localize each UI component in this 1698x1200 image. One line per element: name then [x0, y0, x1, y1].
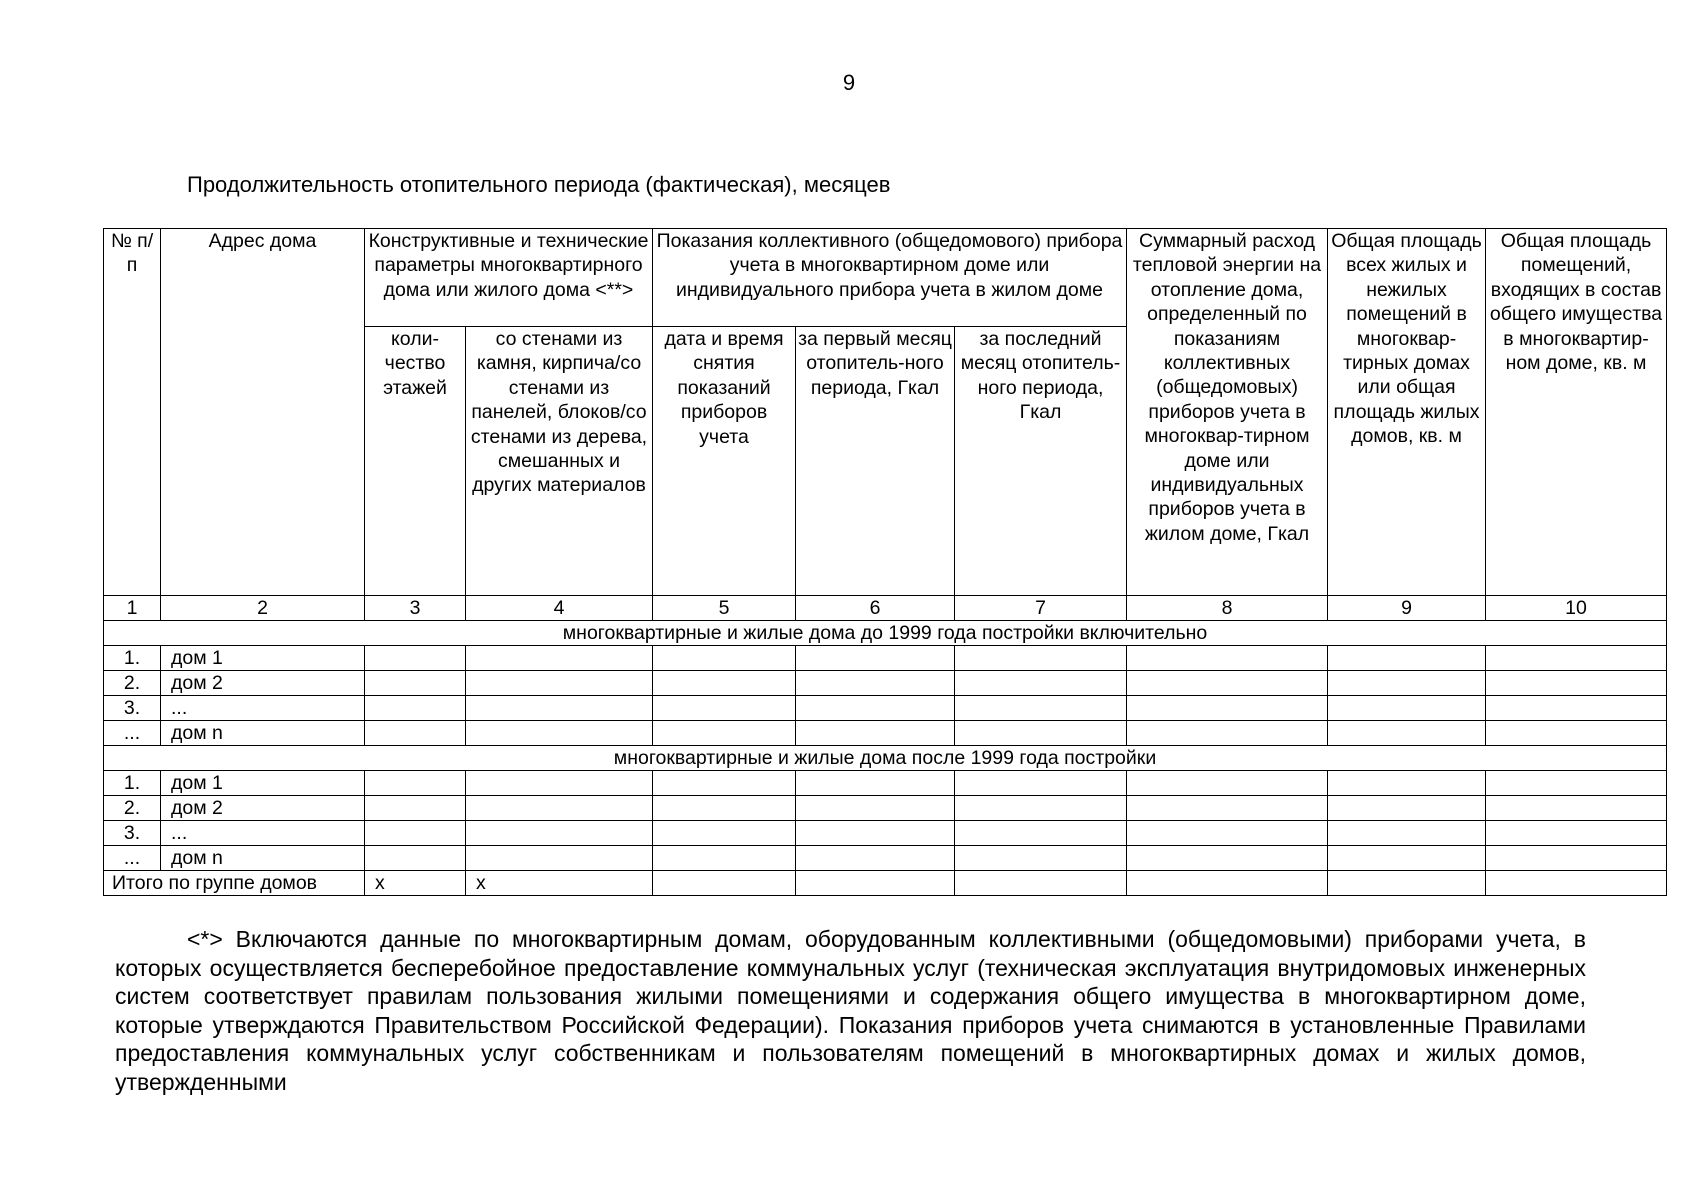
table-cell — [365, 796, 466, 821]
table-cell — [1328, 871, 1486, 896]
table-cell — [1127, 821, 1328, 846]
table-cell — [365, 696, 466, 721]
table-cell — [1127, 846, 1328, 871]
row-index: 3. — [104, 696, 161, 721]
table-cell — [466, 796, 653, 821]
table-cell — [955, 846, 1127, 871]
table-cell — [653, 796, 796, 821]
table-cell — [1328, 671, 1486, 696]
header-col-3: коли-чество этажей — [365, 327, 466, 596]
table-cell — [796, 821, 955, 846]
table-cell — [1486, 721, 1667, 746]
total-row — [104, 871, 1667, 896]
table-cell — [1127, 646, 1328, 671]
row-index: 2. — [104, 796, 161, 821]
header-group-construct: Конструктивные и технические параметры многоквартирного дома или жилого дома <**> — [365, 229, 653, 327]
table-row — [104, 646, 1667, 671]
column-number: 9 — [1328, 596, 1486, 621]
header-group-readings: Показания коллективного (общедомового) прибора учета в многоквартирном доме или индивидуального прибора учета в жилом доме — [653, 229, 1127, 327]
row-address: дом 2 — [161, 796, 365, 821]
table-cell — [1328, 646, 1486, 671]
row-index: 1. — [104, 771, 161, 796]
table-cell — [1127, 671, 1328, 696]
group-title-row — [104, 746, 1667, 771]
table-cell — [1328, 821, 1486, 846]
table-cell — [1328, 846, 1486, 871]
header-col-6: за первый месяц отопитель-ного периода, Гкал — [796, 327, 955, 596]
column-number: 1 — [104, 596, 161, 621]
header-col-5: дата и время снятия показаний приборов учета — [653, 327, 796, 596]
header-col-7: за последний месяц отопитель-ного периода, Гкал — [955, 327, 1127, 596]
row-address: ... — [161, 821, 365, 846]
heating-period-heading: Продолжительность отопительного периода (фактическая), месяцев — [187, 172, 891, 197]
table-cell — [1486, 821, 1667, 846]
table-cell — [365, 846, 466, 871]
table-cell — [466, 846, 653, 871]
table-cell — [1328, 696, 1486, 721]
table-cell — [955, 821, 1127, 846]
table-cell — [365, 771, 466, 796]
row-address: дом 1 — [161, 646, 365, 671]
table-cell — [1328, 721, 1486, 746]
total-walls-x: х — [466, 871, 653, 896]
column-number: 5 — [653, 596, 796, 621]
table-cell — [466, 696, 653, 721]
table-cell — [955, 871, 1127, 896]
table-cell — [365, 821, 466, 846]
table-cell — [653, 696, 796, 721]
header-col-4: со стенами из камня, кирпича/со стенами из панелей, блоков/со стенами из дерева, смешанных и других материалов — [466, 327, 653, 596]
row-address: дом n — [161, 846, 365, 871]
total-label: Итого по группе домов — [104, 871, 365, 896]
table-cell — [653, 871, 796, 896]
table-cell — [796, 846, 955, 871]
table-cell — [1127, 721, 1328, 746]
column-number: 4 — [466, 596, 653, 621]
table-cell — [653, 671, 796, 696]
table-cell — [365, 671, 466, 696]
total-floors-x: х — [365, 871, 466, 896]
table-cell — [466, 721, 653, 746]
table-cell — [1486, 646, 1667, 671]
column-number: 8 — [1127, 596, 1328, 621]
table-cell — [796, 721, 955, 746]
header-col-10: Общая площадь помещений, входящих в состав общего имущества в многоквартир-ном доме, кв. м — [1486, 229, 1667, 596]
table-cell — [466, 646, 653, 671]
table-row — [104, 796, 1667, 821]
table-cell — [796, 796, 955, 821]
header-col-8: Суммарный расход тепловой энергии на отопление дома, определенный по показаниям коллективных (общедомовых) приборов учета в многоквар-тирном доме или индивидуальных приборов учета в жилом доме, Гкал — [1127, 229, 1328, 596]
header-col-9: Общая площадь всех жилых и нежилых помещений в многоквар-тирных домах или общая площадь жилых домов, кв. м — [1328, 229, 1486, 596]
group-title: многоквартирные и жилые дома после 1999 года постройки — [104, 746, 1667, 771]
group-title-row — [104, 621, 1667, 646]
table-cell — [1127, 796, 1328, 821]
header-row-top — [104, 229, 1667, 327]
table-cell — [1328, 796, 1486, 821]
table-cell — [1486, 771, 1667, 796]
header-col-1: № п/п — [104, 229, 161, 596]
row-address: дом 2 — [161, 671, 365, 696]
table-cell — [1127, 871, 1328, 896]
table-cell — [653, 821, 796, 846]
row-index: 1. — [104, 646, 161, 671]
table-row — [104, 696, 1667, 721]
table-cell — [955, 796, 1127, 821]
table-cell — [1127, 771, 1328, 796]
column-number: 7 — [955, 596, 1127, 621]
footnote-paragraph: <*> Включаются данные по многоквартирным домам, оборудованным коллективными (общедомовыми) приборами учета, в которых осуществляется бесперебойное предоставление коммунальных услуг (техническая эксплуатация внутридомовых инженерных систем соответствует правилам пользования жилыми помещениями и содержания общего имущества в многоквартирном доме, которые утверждаются Правительством Российской Федерации). Показания приборов учета снимаются в установленные Правилами предоставления коммунальных услуг собственникам и пользователям помещений в многоквартирных домах и жилых домов, утвержденными — [115, 926, 1586, 1095]
row-index: ... — [104, 846, 161, 871]
table-cell — [796, 871, 955, 896]
table-cell — [1486, 671, 1667, 696]
table-cell — [796, 646, 955, 671]
column-number: 2 — [161, 596, 365, 621]
table-cell — [955, 771, 1127, 796]
table-cell — [466, 671, 653, 696]
table-row — [104, 846, 1667, 871]
table-cell — [365, 721, 466, 746]
table-cell — [796, 696, 955, 721]
table-cell — [796, 671, 955, 696]
row-index: 2. — [104, 671, 161, 696]
table-cell — [653, 771, 796, 796]
column-number: 10 — [1486, 596, 1667, 621]
page-number: 9 — [842, 70, 856, 95]
row-address: дом n — [161, 721, 365, 746]
row-index: 3. — [104, 821, 161, 846]
table-cell — [466, 821, 653, 846]
header-col-2: Адрес дома — [161, 229, 365, 596]
row-index: ... — [104, 721, 161, 746]
table-cell — [796, 771, 955, 796]
row-address: дом 1 — [161, 771, 365, 796]
table-cell — [365, 646, 466, 671]
table-row — [104, 671, 1667, 696]
table-row — [104, 721, 1667, 746]
table-cell — [1328, 771, 1486, 796]
table-cell — [955, 721, 1127, 746]
table-cell — [955, 696, 1127, 721]
table-row — [104, 771, 1667, 796]
column-number: 3 — [365, 596, 466, 621]
table-cell — [1127, 696, 1328, 721]
group-title: многоквартирные и жилые дома до 1999 года постройки включительно — [104, 621, 1667, 646]
table-cell — [653, 721, 796, 746]
table-cell — [466, 771, 653, 796]
table-row — [104, 821, 1667, 846]
table-cell — [1486, 796, 1667, 821]
table-cell — [1486, 871, 1667, 896]
table-cell — [955, 646, 1127, 671]
column-number: 6 — [796, 596, 955, 621]
table-cell — [1486, 696, 1667, 721]
table-cell — [1486, 846, 1667, 871]
column-number-row — [104, 596, 1667, 621]
table-cell — [653, 846, 796, 871]
table-cell — [653, 646, 796, 671]
row-address: ... — [161, 696, 365, 721]
table-cell — [955, 671, 1127, 696]
heat-consumption-table — [103, 228, 1667, 896]
